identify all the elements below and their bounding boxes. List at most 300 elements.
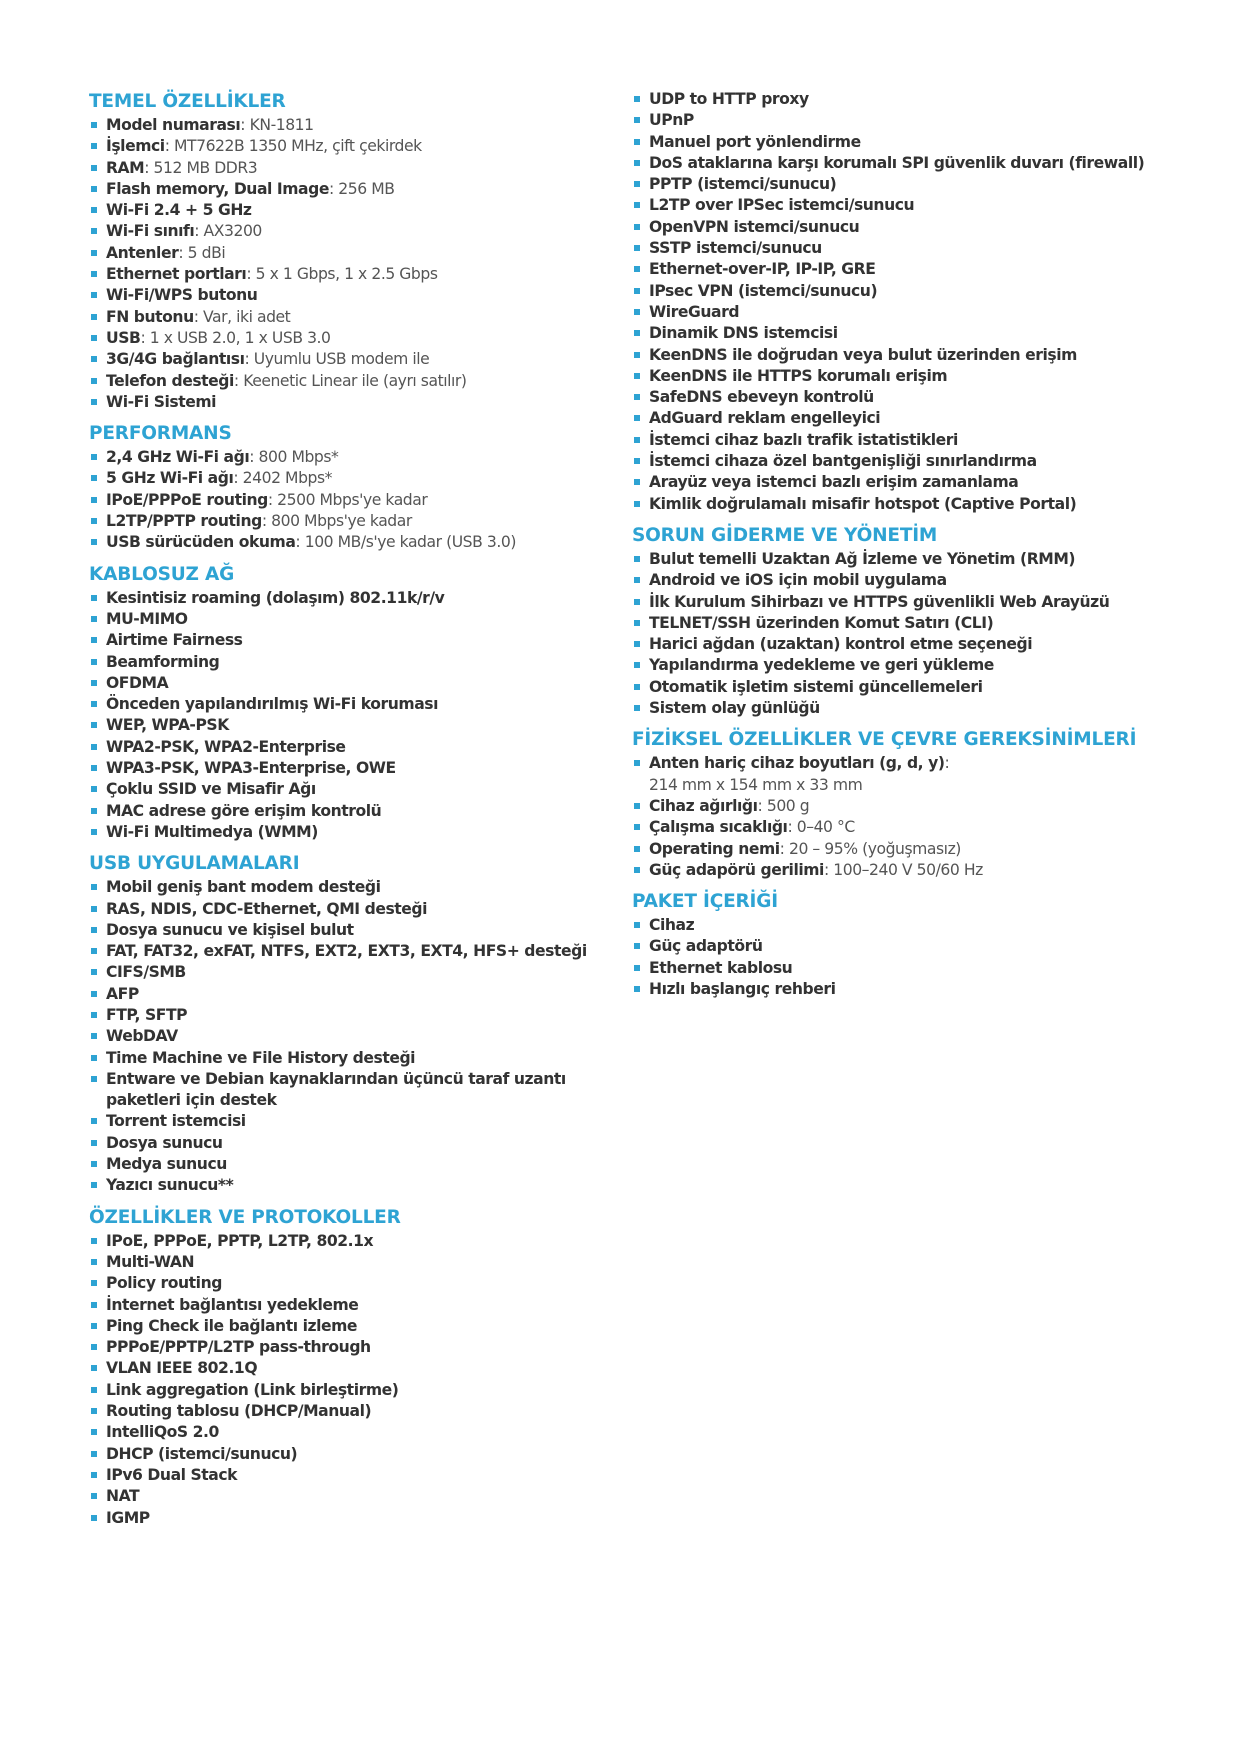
- spec-label: Entware ve Debian kaynaklarından üçüncü taraf uzantı paketleri için destek: [106, 1069, 566, 1110]
- spec-value: : MT7622B 1350 MHz, çift çekirdek: [164, 137, 422, 156]
- spec-label: Flash memory, Dual Image: [106, 179, 329, 198]
- spec-item: [89, 801, 609, 822]
- spec-item: [632, 655, 1232, 676]
- spec-item: [89, 1444, 609, 1465]
- spec-label: Harici ağdan (uzaktan) kontrol etme seçeneği: [649, 635, 1033, 654]
- square-bullet-icon: [91, 335, 97, 341]
- spec-item: [632, 366, 1232, 387]
- spec-item: [89, 1465, 609, 1486]
- spec-item: [632, 217, 1232, 238]
- spec-item: [89, 158, 609, 179]
- spec-item: [632, 936, 1232, 957]
- square-bullet-icon: [91, 991, 97, 997]
- square-bullet-icon: [634, 620, 640, 626]
- spec-item: [89, 899, 609, 920]
- spec-label: MU-MIMO: [106, 609, 188, 628]
- square-bullet-icon: [91, 906, 97, 912]
- spec-item: [89, 1048, 609, 1069]
- section-heading: SORUN GİDERME VE YÖNETİM: [632, 524, 938, 546]
- spec-item: [89, 243, 609, 264]
- spec-item: [632, 323, 1232, 344]
- spec-label: OFDMA: [106, 673, 169, 692]
- square-bullet-icon: [91, 1451, 97, 1457]
- spec-item: [89, 715, 609, 736]
- square-bullet-icon: [634, 415, 640, 421]
- square-bullet-icon: [91, 927, 97, 933]
- square-bullet-icon: [634, 577, 640, 583]
- spec-item: [89, 200, 609, 221]
- spec-item: [89, 1316, 609, 1337]
- spec-item: [89, 1508, 609, 1529]
- square-bullet-icon: [634, 760, 640, 766]
- spec-item: [632, 451, 1232, 472]
- spec-label: Cihaz: [649, 916, 695, 935]
- square-bullet-icon: [634, 117, 640, 123]
- spec-label: Medya sunucu: [106, 1155, 227, 1174]
- square-bullet-icon: [634, 181, 640, 187]
- spec-label: NAT: [106, 1487, 140, 1506]
- square-bullet-icon: [634, 684, 640, 690]
- square-bullet-icon: [91, 207, 97, 213]
- section-fi-zi-ksel-ozelli-kler-ve-cevre-gereksi-ni-mleri: [632, 728, 1232, 881]
- spec-label: DHCP (istemci/sunucu): [106, 1444, 298, 1463]
- square-bullet-icon: [634, 986, 640, 992]
- spec-label: Antenler: [106, 243, 179, 262]
- spec-label: İlk Kurulum Sihirbazı ve HTTPS güvenlikli Web Arayüzü: [649, 592, 1110, 611]
- section-heading: FİZİKSEL ÖZELLİKLER VE ÇEVRE GEREKSİNİMLERİ: [632, 729, 1137, 751]
- spec-label: Dosya sunucu ve kişisel bulut: [106, 920, 354, 939]
- spec-label: İnternet bağlantısı yedekleme: [106, 1295, 359, 1314]
- spec-label: CIFS/SMB: [106, 963, 186, 982]
- spec-item: [89, 822, 609, 843]
- square-bullet-icon: [91, 1055, 97, 1061]
- section-performans: [89, 422, 609, 553]
- spec-item: [632, 979, 1232, 1000]
- spec-list: [632, 549, 1232, 719]
- spec-item: [89, 1154, 609, 1175]
- spec-label: Wi-Fi sınıfı: [106, 222, 195, 241]
- spec-label: IGMP: [106, 1508, 150, 1527]
- spec-item: [89, 920, 609, 941]
- square-bullet-icon: [91, 1076, 97, 1082]
- square-bullet-icon: [91, 765, 97, 771]
- square-bullet-icon: [91, 250, 97, 256]
- square-bullet-icon: [91, 1012, 97, 1018]
- spec-label: Kimlik doğrulamalı misafir hotspot (Captive Portal): [649, 494, 1077, 513]
- spec-item: [632, 698, 1232, 719]
- spec-label: Arayüz veya istemci bazlı erişim zamanlama: [649, 473, 1019, 492]
- spec-value: : Var, iki adet: [193, 307, 291, 326]
- spec-label: Güç adapörü gerilimi: [649, 860, 824, 879]
- square-bullet-icon: [634, 922, 640, 928]
- spec-item: [89, 264, 609, 285]
- spec-value: : 500 g: [757, 796, 810, 815]
- spec-list: [632, 89, 1232, 515]
- spec-label: Yapılandırma yedekleme ve geri yükleme: [649, 656, 994, 675]
- spec-label: WebDAV: [106, 1027, 178, 1046]
- square-bullet-icon: [91, 744, 97, 750]
- square-bullet-icon: [91, 1429, 97, 1435]
- square-bullet-icon: [91, 637, 97, 643]
- spec-label: Manuel port yönlendirme: [649, 132, 861, 151]
- square-bullet-icon: [634, 662, 640, 668]
- spec-label: Android ve iOS için mobil uygulama: [649, 571, 947, 590]
- spec-label: TELNET/SSH üzerinden Komut Satırı (CLI): [649, 613, 994, 632]
- spec-item: [89, 328, 609, 349]
- square-bullet-icon: [91, 1259, 97, 1265]
- square-bullet-icon: [634, 599, 640, 605]
- square-bullet-icon: [91, 1140, 97, 1146]
- spec-item: [632, 408, 1232, 429]
- square-bullet-icon: [634, 803, 640, 809]
- spec-label: Telefon desteği: [106, 371, 234, 390]
- spec-label: Güç adaptörü: [649, 937, 763, 956]
- spec-item: [632, 570, 1232, 591]
- spec-label: SafeDNS ebeveyn kontrolü: [649, 388, 874, 407]
- section-continued: [632, 89, 1232, 515]
- spec-item: [89, 1005, 609, 1026]
- spec-label: PPPoE/PPTP/L2TP pass-through: [106, 1338, 371, 1357]
- spec-value: : 0–40 °C: [787, 818, 855, 837]
- spec-item: [632, 110, 1232, 131]
- spec-label: WPA3-PSK, WPA3-Enterprise, OWE: [106, 759, 396, 778]
- spec-label: AdGuard reklam engelleyici: [649, 409, 881, 428]
- spec-value: : 800 Mbps*: [249, 448, 339, 467]
- square-bullet-icon: [91, 1182, 97, 1188]
- spec-label: WEP, WPA-PSK: [106, 716, 229, 735]
- square-bullet-icon: [634, 501, 640, 507]
- spec-item: [89, 221, 609, 242]
- spec-item: [632, 472, 1232, 493]
- square-bullet-icon: [634, 96, 640, 102]
- spec-item: [89, 468, 609, 489]
- spec-value: : 800 Mbps'ye kadar: [261, 512, 412, 531]
- square-bullet-icon: [91, 475, 97, 481]
- spec-label: Anten hariç cihaz boyutları (g, d, y): [649, 754, 945, 773]
- spec-item: [632, 387, 1232, 408]
- spec-label: Ethernet kablosu: [649, 958, 793, 977]
- square-bullet-icon: [634, 224, 640, 230]
- square-bullet-icon: [634, 394, 640, 400]
- spec-item: [89, 609, 609, 630]
- section-heading: KABLOSUZ AĞ: [89, 563, 235, 585]
- spec-label: Mobil geniş bant modem desteği: [106, 878, 381, 897]
- spec-label: SSTP istemci/sunucu: [649, 239, 822, 258]
- spec-label: USB sürücüden okuma: [106, 533, 296, 552]
- section-sorun-gi-derme-ve-yoneti-m: [632, 524, 1232, 719]
- square-bullet-icon: [634, 943, 640, 949]
- spec-value: : Keenetic Linear ile (ayrı satılır): [233, 371, 467, 390]
- spec-item: [89, 511, 609, 532]
- section-heading: ÖZELLİKLER VE PROTOKOLLER: [89, 1206, 401, 1228]
- spec-label: 3G/4G bağlantısı: [106, 350, 245, 369]
- square-bullet-icon: [91, 378, 97, 384]
- spec-label: RAS, NDIS, CDC-Ethernet, QMI desteği: [106, 899, 428, 918]
- spec-value: : AX3200: [194, 222, 262, 241]
- spec-value: : 2500 Mbps'ye kadar: [267, 490, 428, 509]
- spec-item: [632, 634, 1232, 655]
- spec-item: [89, 392, 609, 413]
- spec-label: AFP: [106, 984, 139, 1003]
- spec-item: [632, 753, 1232, 796]
- spec-label: 2,4 GHz Wi-Fi ağı: [106, 448, 250, 467]
- section-kablosuz-ag: [89, 563, 609, 844]
- square-bullet-icon: [634, 245, 640, 251]
- spec-value: : Uyumlu USB modem ile: [244, 350, 430, 369]
- square-bullet-icon: [91, 186, 97, 192]
- square-bullet-icon: [91, 722, 97, 728]
- spec-value: : 100–240 V 50/60 Hz: [823, 860, 983, 879]
- spec-item: [89, 630, 609, 651]
- spec-label: Routing tablosu (DHCP/Manual): [106, 1402, 372, 1421]
- spec-label: Beamforming: [106, 652, 220, 671]
- spec-label: Ethernet-over-IP, IP-IP, GRE: [649, 260, 876, 279]
- spec-item: [89, 1401, 609, 1422]
- square-bullet-icon: [634, 202, 640, 208]
- square-bullet-icon: [91, 1161, 97, 1167]
- spec-label: UDP to HTTP proxy: [649, 90, 809, 108]
- spec-label: Sistem olay günlüğü: [649, 699, 820, 718]
- square-bullet-icon: [91, 1280, 97, 1286]
- spec-label: İşlemci: [106, 137, 165, 156]
- square-bullet-icon: [91, 1344, 97, 1350]
- spec-item: [89, 1175, 609, 1196]
- spec-value: : 1 x USB 2.0, 1 x USB 3.0: [140, 328, 331, 347]
- section-heading: PAKET İÇERİĞİ: [632, 891, 778, 913]
- spec-item: [632, 132, 1232, 153]
- spec-item: [632, 817, 1232, 838]
- spec-list: [89, 877, 609, 1196]
- spec-label: Time Machine ve File History desteği: [106, 1048, 416, 1067]
- spec-item: [89, 1273, 609, 1294]
- spec-label: Torrent istemcisi: [106, 1112, 246, 1131]
- square-bullet-icon: [91, 497, 97, 503]
- square-bullet-icon: [91, 399, 97, 405]
- spec-label: Operating nemi: [649, 839, 780, 858]
- spec-label: L2TP/PPTP routing: [106, 512, 262, 531]
- spec-item: [632, 549, 1232, 570]
- spec-label: Yazıcı sunucu**: [106, 1176, 234, 1195]
- spec-label: Çoklu SSID ve Misafir Ağı: [106, 780, 316, 799]
- square-bullet-icon: [91, 948, 97, 954]
- square-bullet-icon: [91, 356, 97, 362]
- square-bullet-icon: [91, 1472, 97, 1478]
- spec-item: [89, 1380, 609, 1401]
- spec-item: [632, 494, 1232, 515]
- spec-item: [89, 532, 609, 553]
- spec-item: [89, 307, 609, 328]
- spec-item: [89, 349, 609, 370]
- section-temel-ozelli-kler: [89, 90, 609, 413]
- square-bullet-icon: [91, 271, 97, 277]
- spec-label: Policy routing: [106, 1274, 222, 1293]
- spec-item: [632, 302, 1232, 323]
- spec-label: 5 GHz Wi-Fi ağı: [106, 469, 234, 488]
- square-bullet-icon: [634, 352, 640, 358]
- square-bullet-icon: [91, 969, 97, 975]
- spec-item: [89, 1133, 609, 1154]
- square-bullet-icon: [91, 1118, 97, 1124]
- square-bullet-icon: [634, 288, 640, 294]
- spec-label: Dinamik DNS istemcisi: [649, 324, 838, 343]
- spec-item: [89, 1026, 609, 1047]
- spec-value: : 2402 Mbps*: [233, 469, 332, 488]
- spec-label: USB: [106, 328, 141, 347]
- square-bullet-icon: [91, 122, 97, 128]
- spec-label: Wi-Fi Multimedya (WMM): [106, 822, 318, 841]
- spec-label: IPoE, PPPoE, PPTP, L2TP, 802.1x: [106, 1231, 374, 1250]
- spec-label: IntelliQoS 2.0: [106, 1423, 219, 1442]
- square-bullet-icon: [91, 1323, 97, 1329]
- square-bullet-icon: [91, 314, 97, 320]
- spec-list: [89, 1231, 609, 1529]
- spec-item: [89, 941, 609, 962]
- spec-list: [632, 915, 1232, 1000]
- spec-item: [89, 1069, 609, 1112]
- spec-label: IPsec VPN (istemci/sunucu): [649, 281, 878, 300]
- spec-label: Cihaz ağırlığı: [649, 796, 758, 815]
- section-heading: TEMEL ÖZELLİKLER: [89, 91, 286, 112]
- spec-item: [89, 1486, 609, 1507]
- spec-item: [632, 281, 1232, 302]
- square-bullet-icon: [91, 454, 97, 460]
- spec-item: [89, 179, 609, 200]
- square-bullet-icon: [91, 1493, 97, 1499]
- square-bullet-icon: [634, 139, 640, 145]
- spec-item: [632, 915, 1232, 936]
- spec-label: İstemci cihaz bazlı trafik istatistikleri: [649, 430, 958, 449]
- square-bullet-icon: [91, 1033, 97, 1039]
- spec-item: [632, 677, 1232, 698]
- spec-item: [632, 958, 1232, 979]
- square-bullet-icon: [634, 867, 640, 873]
- square-bullet-icon: [91, 808, 97, 814]
- square-bullet-icon: [91, 786, 97, 792]
- right-column: [632, 89, 1232, 1009]
- square-bullet-icon: [91, 616, 97, 622]
- spec-item: [89, 1295, 609, 1316]
- square-bullet-icon: [91, 292, 97, 298]
- spec-label: Kesintisiz roaming (dolaşım) 802.11k/r/v: [106, 588, 445, 607]
- spec-item: [89, 779, 609, 800]
- spec-label: Önceden yapılandırılmış Wi-Fi koruması: [106, 695, 439, 714]
- section-ozelli-kler-ve-protokoller: [89, 1206, 609, 1529]
- spec-item: [632, 195, 1232, 216]
- spec-label: Multi-WAN: [106, 1252, 195, 1271]
- spec-label: İstemci cihaza özel bantgenişliği sınırlandırma: [649, 452, 1037, 471]
- spec-value: : 256 MB: [328, 179, 395, 198]
- spec-value: : 20 – 95% (yoğuşmasız): [779, 839, 961, 858]
- spec-label: IPv6 Dual Stack: [106, 1465, 238, 1484]
- spec-item: [89, 1422, 609, 1443]
- section-paket-i-ceri-gi: [632, 890, 1232, 1000]
- spec-label: FTP, SFTP: [106, 1005, 188, 1024]
- square-bullet-icon: [91, 518, 97, 524]
- spec-value-line2: 214 mm x 154 mm x 33 mm: [649, 775, 863, 794]
- left-column: [89, 90, 609, 1538]
- spec-item: [632, 238, 1232, 259]
- square-bullet-icon: [634, 266, 640, 272]
- spec-item: [89, 490, 609, 511]
- spec-list: [89, 447, 609, 553]
- square-bullet-icon: [91, 659, 97, 665]
- spec-value: : KN-1811: [240, 116, 314, 134]
- spec-item: [89, 1252, 609, 1273]
- square-bullet-icon: [634, 705, 640, 711]
- square-bullet-icon: [634, 330, 640, 336]
- spec-label: IPoE/PPPoE routing: [106, 490, 268, 509]
- spec-item: [89, 1358, 609, 1379]
- spec-item: [632, 89, 1232, 110]
- spec-item: [632, 613, 1232, 634]
- spec-value: :: [944, 754, 950, 773]
- spec-list: [89, 588, 609, 844]
- spec-item: [89, 115, 609, 136]
- square-bullet-icon: [91, 1387, 97, 1393]
- spec-item: [89, 984, 609, 1005]
- spec-item: [89, 877, 609, 898]
- square-bullet-icon: [91, 143, 97, 149]
- spec-label: FAT, FAT32, exFAT, NTFS, EXT2, EXT3, EXT4, HFS+ desteği: [106, 942, 587, 961]
- spec-item: [632, 153, 1232, 174]
- spec-label: L2TP over IPSec istemci/sunucu: [649, 196, 915, 215]
- spec-item: [89, 371, 609, 392]
- spec-label: Hızlı başlangıç rehberi: [649, 979, 836, 998]
- spec-label: UPnP: [649, 111, 694, 130]
- square-bullet-icon: [91, 1302, 97, 1308]
- spec-list: [89, 115, 609, 413]
- square-bullet-icon: [634, 458, 640, 464]
- square-bullet-icon: [91, 1408, 97, 1414]
- square-bullet-icon: [91, 1365, 97, 1371]
- spec-item: [89, 1111, 609, 1132]
- spec-label: OpenVPN istemci/sunucu: [649, 217, 860, 236]
- square-bullet-icon: [91, 680, 97, 686]
- spec-label: Otomatik işletim sistemi güncellemeleri: [649, 677, 983, 696]
- spec-item: [632, 860, 1232, 881]
- spec-item: [89, 758, 609, 779]
- spec-item: [632, 839, 1232, 860]
- spec-label: Ethernet portları: [106, 265, 247, 284]
- spec-label: Link aggregation (Link birleştirme): [106, 1380, 399, 1399]
- square-bullet-icon: [634, 824, 640, 830]
- spec-item: [89, 1337, 609, 1358]
- spec-label: VLAN IEEE 802.1Q: [106, 1359, 258, 1378]
- spec-item: [89, 285, 609, 306]
- square-bullet-icon: [91, 595, 97, 601]
- section-usb-uygulamalari: [89, 852, 609, 1196]
- spec-item: [89, 136, 609, 157]
- spec-value: : 100 MB/s'ye kadar (USB 3.0): [295, 533, 516, 552]
- spec-item: [632, 259, 1232, 280]
- spec-item: [632, 592, 1232, 613]
- square-bullet-icon: [634, 437, 640, 443]
- square-bullet-icon: [634, 160, 640, 166]
- square-bullet-icon: [634, 373, 640, 379]
- spec-label: Dosya sunucu: [106, 1133, 223, 1152]
- spec-label: KeenDNS ile doğrudan veya bulut üzerinden erişim: [649, 345, 1077, 364]
- spec-label: Model numarası: [106, 116, 241, 134]
- square-bullet-icon: [634, 641, 640, 647]
- spec-item: [89, 652, 609, 673]
- section-heading: PERFORMANS: [89, 423, 232, 445]
- square-bullet-icon: [91, 829, 97, 835]
- spec-item: [632, 430, 1232, 451]
- spec-label: Ping Check ile bağlantı izleme: [106, 1316, 358, 1335]
- spec-item: [89, 962, 609, 983]
- square-bullet-icon: [91, 1238, 97, 1244]
- spec-item: [632, 174, 1232, 195]
